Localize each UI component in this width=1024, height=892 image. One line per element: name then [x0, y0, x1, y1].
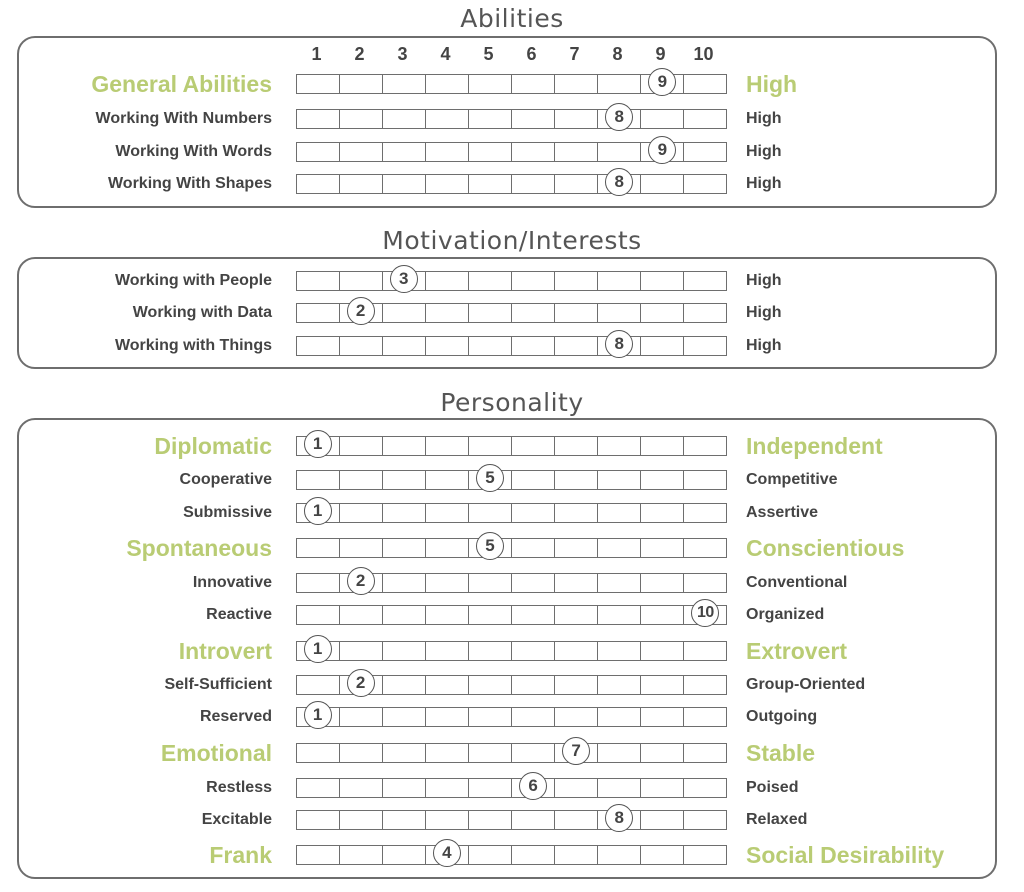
scale-cell — [684, 846, 726, 864]
scale-cell — [383, 337, 426, 355]
scale-cell — [555, 304, 598, 322]
score-marker: 1 — [304, 635, 332, 663]
trait-left-label: Cooperative — [179, 471, 272, 488]
trait-left-label: Working With Words — [115, 143, 272, 160]
scale-cell — [512, 272, 555, 290]
scale-cell — [512, 471, 555, 489]
score-marker: 3 — [390, 265, 418, 293]
scale-cell — [469, 811, 512, 829]
scale-cell — [426, 811, 469, 829]
rating-scale — [296, 174, 727, 194]
scale-cell — [641, 708, 684, 726]
trait-left-label: Innovative — [192, 574, 272, 591]
scale-cell — [555, 846, 598, 864]
scale-cell — [641, 846, 684, 864]
trait-left-label: Restless — [206, 779, 272, 796]
scale-cell — [340, 143, 383, 161]
scale-cell — [684, 272, 726, 290]
scale-cell — [684, 539, 726, 557]
scale-cell — [641, 811, 684, 829]
scale-cell — [383, 75, 426, 93]
scale-number: 8 — [612, 44, 623, 64]
scale-cell — [340, 779, 383, 797]
scale-cell — [469, 676, 512, 694]
scale-cell — [469, 175, 512, 193]
scale-cell — [383, 504, 426, 522]
trait-left-label: Reactive — [206, 606, 272, 623]
scale-cell — [426, 304, 469, 322]
rating-scale — [296, 109, 727, 129]
scale-cell — [598, 744, 641, 762]
scale-cell — [383, 642, 426, 660]
scale-cell — [426, 642, 469, 660]
trait-right-label: Extrovert — [746, 638, 847, 664]
score-marker: 5 — [476, 532, 504, 560]
scale-cell — [555, 811, 598, 829]
scale-cell — [641, 779, 684, 797]
scale-cell — [555, 539, 598, 557]
scale-cell — [641, 437, 684, 455]
scale-cell — [383, 606, 426, 624]
scale-cell — [297, 272, 340, 290]
rating-row — [0, 535, 1024, 561]
rating-scale — [296, 503, 727, 523]
scale-cell — [512, 642, 555, 660]
rating-row — [0, 740, 1024, 766]
scale-cell — [512, 110, 555, 128]
trait-right-label: Assertive — [746, 504, 819, 521]
scale-number: 10 — [693, 44, 714, 64]
trait-right-label: Outgoing — [746, 708, 818, 725]
scale-cell — [297, 471, 340, 489]
scale-cell — [512, 811, 555, 829]
scale-cell — [641, 272, 684, 290]
trait-left-label: Diplomatic — [154, 433, 272, 459]
rating-row — [0, 675, 1024, 695]
score-marker: 8 — [605, 804, 633, 832]
scale-cell — [641, 539, 684, 557]
trait-right-label: High — [746, 143, 782, 160]
trait-right-label: Conventional — [746, 574, 848, 591]
scale-cell — [555, 708, 598, 726]
scale-number: 9 — [655, 44, 666, 64]
trait-left-label: Reserved — [199, 708, 272, 725]
scale-cell — [383, 304, 426, 322]
rating-scale — [296, 436, 727, 456]
scale-cell — [426, 75, 469, 93]
score-marker: 2 — [347, 567, 375, 595]
scale-cell — [512, 437, 555, 455]
scale-cell — [598, 304, 641, 322]
scale-cell — [641, 642, 684, 660]
scale-cell — [297, 110, 340, 128]
rating-scale — [296, 605, 727, 625]
scale-cell — [641, 676, 684, 694]
scale-cell — [469, 708, 512, 726]
scale-cell — [598, 272, 641, 290]
score-marker: 6 — [519, 772, 547, 800]
scale-cell — [426, 143, 469, 161]
rating-row — [0, 271, 1024, 291]
scale-cell — [555, 606, 598, 624]
rating-scale — [296, 271, 727, 291]
rating-row — [0, 810, 1024, 830]
rating-scale — [296, 336, 727, 356]
scale-number: 7 — [569, 44, 580, 64]
scale-cell — [297, 676, 340, 694]
score-marker: 4 — [433, 839, 461, 867]
scale-cell — [512, 676, 555, 694]
scale-cell — [297, 744, 340, 762]
scale-cell — [684, 642, 726, 660]
scale-cell — [684, 811, 726, 829]
score-marker: 8 — [605, 330, 633, 358]
scale-cell — [512, 539, 555, 557]
scale-cell — [426, 606, 469, 624]
scale-cell — [641, 471, 684, 489]
rating-row — [0, 109, 1024, 129]
scale-cell — [383, 708, 426, 726]
scale-cell — [684, 744, 726, 762]
scale-cell — [469, 437, 512, 455]
scale-cell — [512, 574, 555, 592]
scale-cell — [641, 504, 684, 522]
trait-left-label: Working with Things — [114, 337, 272, 354]
trait-left-label: Working with Data — [132, 304, 272, 321]
scale-cell — [297, 811, 340, 829]
trait-right-label: High — [746, 71, 798, 97]
scale-cell — [383, 846, 426, 864]
scale-cell — [297, 337, 340, 355]
scale-cell — [340, 272, 383, 290]
scale-cell — [469, 744, 512, 762]
scale-cell — [340, 539, 383, 557]
score-marker: 8 — [605, 168, 633, 196]
scale-cell — [383, 744, 426, 762]
scale-cell — [383, 175, 426, 193]
scale-cell — [598, 539, 641, 557]
scale-cell — [684, 304, 726, 322]
scale-cell — [383, 811, 426, 829]
scale-cell — [555, 272, 598, 290]
scale-cell — [340, 471, 383, 489]
scale-cell — [684, 110, 726, 128]
scale-cell — [512, 143, 555, 161]
scale-cell — [684, 75, 726, 93]
section-title-motivation: Motivation/Interests — [382, 226, 642, 255]
scale-cell — [684, 779, 726, 797]
scale-cell — [555, 337, 598, 355]
scale-cell — [598, 574, 641, 592]
scale-cell — [641, 110, 684, 128]
scale-cell — [684, 437, 726, 455]
scale-cell — [426, 779, 469, 797]
rating-row — [0, 142, 1024, 162]
scale-cell — [641, 304, 684, 322]
score-marker: 9 — [648, 68, 676, 96]
trait-right-label: Competitive — [746, 471, 838, 488]
scale-cell — [684, 676, 726, 694]
trait-left-label: Working With Shapes — [107, 175, 272, 192]
scale-cell — [383, 437, 426, 455]
trait-right-label: High — [746, 304, 782, 321]
scale-cell — [555, 75, 598, 93]
trait-left-label: Excitable — [201, 811, 272, 828]
scale-cell — [340, 75, 383, 93]
rating-row — [0, 707, 1024, 727]
scale-cell — [598, 846, 641, 864]
rating-scale — [296, 641, 727, 661]
scale-cell — [297, 779, 340, 797]
scale-cell — [512, 504, 555, 522]
score-marker: 8 — [605, 103, 633, 131]
scale-cell — [598, 504, 641, 522]
rating-scale — [296, 538, 727, 558]
trait-right-label: Relaxed — [746, 811, 808, 828]
trait-left-label: Working With Numbers — [95, 110, 272, 127]
scale-cell — [297, 304, 340, 322]
scale-cell — [469, 504, 512, 522]
scale-cell — [426, 676, 469, 694]
scale-cell — [469, 110, 512, 128]
scale-number: 1 — [311, 44, 322, 64]
scale-cell — [469, 642, 512, 660]
scale-cell — [555, 676, 598, 694]
scale-cell — [684, 574, 726, 592]
scale-cell — [641, 574, 684, 592]
scale-cell — [512, 304, 555, 322]
scale-cell — [555, 110, 598, 128]
scale-cell — [598, 143, 641, 161]
score-marker: 1 — [304, 497, 332, 525]
scale-cell — [555, 642, 598, 660]
scale-cell — [340, 337, 383, 355]
scale-cell — [512, 708, 555, 726]
trait-right-label: High — [746, 110, 782, 127]
scale-cell — [297, 574, 340, 592]
scale-cell — [469, 272, 512, 290]
score-marker: 2 — [347, 297, 375, 325]
scale-cell — [512, 175, 555, 193]
rating-row — [0, 605, 1024, 625]
scale-cell — [641, 175, 684, 193]
scale-cell — [512, 846, 555, 864]
scale-cell — [469, 606, 512, 624]
scale-cell — [555, 574, 598, 592]
scale-cell — [426, 175, 469, 193]
scale-cell — [598, 708, 641, 726]
scale-cell — [426, 471, 469, 489]
rating-scale — [296, 845, 727, 865]
scale-cell — [426, 744, 469, 762]
scale-cell — [555, 504, 598, 522]
trait-right-label: Organized — [746, 606, 825, 623]
scale-cell — [340, 606, 383, 624]
rating-row — [0, 638, 1024, 664]
scale-cell — [340, 437, 383, 455]
trait-right-label: Group-Oriented — [746, 676, 866, 693]
score-marker: 1 — [304, 701, 332, 729]
score-marker: 1 — [304, 430, 332, 458]
section-title-personality: Personality — [440, 388, 584, 417]
scale-cell — [383, 143, 426, 161]
scale-cell — [426, 337, 469, 355]
scale-cell — [641, 606, 684, 624]
rating-row — [0, 503, 1024, 523]
rating-scale — [296, 743, 727, 763]
scale-number: 6 — [526, 44, 537, 64]
scale-cell — [598, 606, 641, 624]
scale-cell — [469, 337, 512, 355]
score-marker: 10 — [691, 599, 719, 627]
rating-row — [0, 433, 1024, 459]
scale-cell — [383, 539, 426, 557]
scale-cell — [426, 539, 469, 557]
scale-cell — [555, 471, 598, 489]
scale-cell — [684, 504, 726, 522]
rating-scale — [296, 470, 727, 490]
scale-cell — [383, 574, 426, 592]
scale-cell — [555, 779, 598, 797]
scale-cell — [512, 75, 555, 93]
scale-cell — [426, 504, 469, 522]
trait-left-label: Submissive — [183, 504, 272, 521]
trait-left-label: Spontaneous — [126, 535, 272, 561]
scale-cell — [469, 75, 512, 93]
section-title-abilities: Abilities — [460, 4, 564, 33]
scale-cell — [383, 676, 426, 694]
scale-cell — [598, 676, 641, 694]
scale-cell — [555, 437, 598, 455]
scale-cell — [555, 175, 598, 193]
scale-number: 3 — [397, 44, 408, 64]
scale-cell — [598, 437, 641, 455]
scale-number: 2 — [354, 44, 365, 64]
scale-cell — [684, 175, 726, 193]
scale-cell — [340, 846, 383, 864]
scale-cell — [512, 744, 555, 762]
trait-right-label: Conscientious — [746, 535, 905, 561]
rating-row — [0, 470, 1024, 490]
scale-cell — [340, 811, 383, 829]
trait-right-label: High — [746, 337, 782, 354]
scale-cell — [641, 744, 684, 762]
rating-row — [0, 303, 1024, 323]
rating-scale — [296, 707, 727, 727]
scale-cell — [598, 642, 641, 660]
scale-cell — [297, 606, 340, 624]
scale-cell — [426, 110, 469, 128]
scale-cell — [684, 471, 726, 489]
scale-cell — [297, 143, 340, 161]
scale-cell — [684, 337, 726, 355]
scale-cell — [598, 75, 641, 93]
scale-cell — [297, 539, 340, 557]
rating-row — [0, 336, 1024, 356]
rating-row — [0, 778, 1024, 798]
trait-left-label: General Abilities — [91, 71, 272, 97]
scale-cell — [297, 75, 340, 93]
scale-cell — [340, 504, 383, 522]
scale-cell — [684, 143, 726, 161]
trait-right-label: Stable — [746, 740, 816, 766]
rating-row — [0, 174, 1024, 194]
scale-cell — [340, 708, 383, 726]
trait-right-label: High — [746, 272, 782, 289]
scale-cell — [469, 304, 512, 322]
trait-left-label: Working with People — [114, 272, 272, 289]
trait-left-label: Introvert — [178, 638, 272, 664]
scale-cell — [297, 175, 340, 193]
rating-row — [0, 71, 1024, 97]
rating-row — [0, 842, 1024, 868]
score-marker: 9 — [648, 136, 676, 164]
scale-cell — [297, 846, 340, 864]
scale-cell — [383, 110, 426, 128]
rating-scale — [296, 778, 727, 798]
scale-cell — [469, 574, 512, 592]
scale-cell — [340, 642, 383, 660]
scale-cell — [641, 337, 684, 355]
scale-cell — [426, 272, 469, 290]
scale-cell — [340, 744, 383, 762]
score-marker: 5 — [476, 464, 504, 492]
scale-cell — [598, 471, 641, 489]
scale-cell — [555, 143, 598, 161]
scale-cell — [426, 574, 469, 592]
scale-cell — [426, 437, 469, 455]
scale-cell — [340, 175, 383, 193]
scale-cell — [469, 143, 512, 161]
trait-left-label: Frank — [209, 842, 272, 868]
trait-right-label: Independent — [746, 433, 883, 459]
rating-row — [0, 573, 1024, 593]
rating-scale — [296, 810, 727, 830]
scale-cell — [469, 846, 512, 864]
scale-cell — [684, 708, 726, 726]
trait-left-label: Emotional — [160, 740, 272, 766]
trait-left-label: Self-Sufficient — [164, 676, 272, 693]
score-marker: 2 — [347, 669, 375, 697]
scale-cell — [598, 779, 641, 797]
scale-number: 4 — [440, 44, 451, 64]
score-marker: 7 — [562, 737, 590, 765]
scale-cell — [512, 606, 555, 624]
scale-cell — [383, 471, 426, 489]
trait-right-label: Poised — [746, 779, 799, 796]
scale-cell — [512, 337, 555, 355]
scale-cell — [426, 708, 469, 726]
scale-number: 5 — [483, 44, 494, 64]
scale-cell — [340, 110, 383, 128]
scale-cell — [383, 779, 426, 797]
trait-right-label: High — [746, 175, 782, 192]
scale-cell — [469, 779, 512, 797]
trait-right-label: Social Desirability — [746, 842, 945, 868]
